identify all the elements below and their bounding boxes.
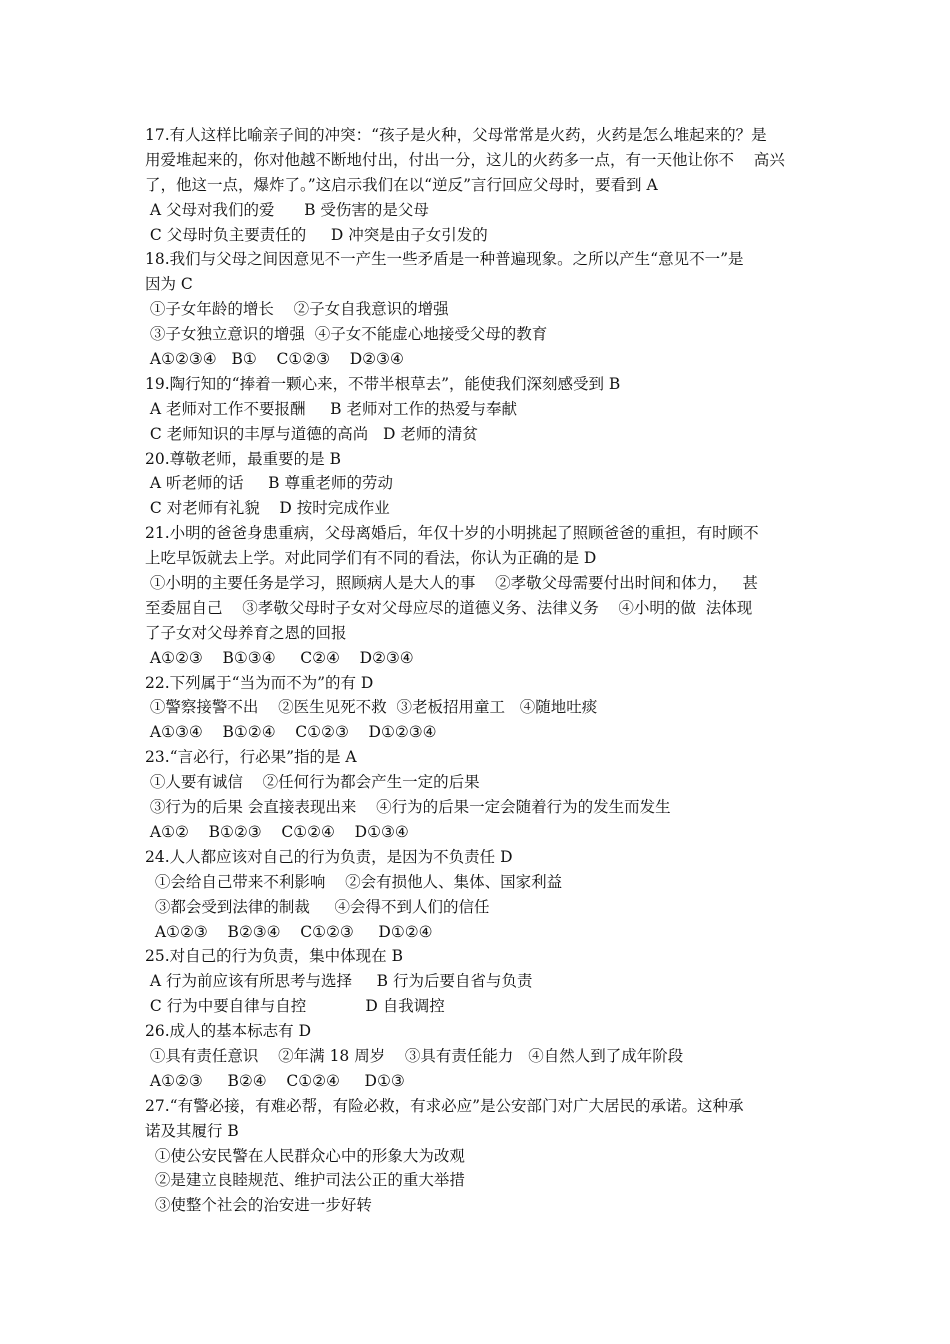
text-line: A①②③ B②④ C①②④ D①③ xyxy=(145,1071,405,1090)
text-line: 25.对自己的行为负责，集中体现在 B xyxy=(145,947,403,966)
text-line: C 父母时负主要责任的 D 冲突是由子女引发的 xyxy=(145,225,488,244)
text-line: A 听老师的话 B 尊重老师的劳动 xyxy=(145,474,394,493)
text-line: ③子女独立意识的增强 ④子女不能虚心地接受父母的教育 xyxy=(145,325,548,344)
text-line: A 老师对工作不要报酬 B 老师对工作的热爱与奉献 xyxy=(145,399,518,418)
text-line: C 对老师有礼貌 D 按时完成作业 xyxy=(145,499,390,518)
text-line: ①具有责任意识 ②年满 18 周岁 ③具有责任能力 ④自然人到了成年阶段 xyxy=(145,1046,684,1065)
text-line: ①警察接警不出 ②医生见死不救 ③老板招用童工 ④随地吐痰 xyxy=(145,698,598,717)
text-line: ③使整个社会的治安进一步好转 xyxy=(145,1196,372,1215)
text-line: ③行为的后果 会直接表现出来 ④行为的后果一定会随着行为的发生而发生 xyxy=(145,798,671,817)
text-line: 27.“有警必接，有难必帮，有险必救，有求必应”是公安部门对广大居民的承诺。这种承 xyxy=(145,1096,744,1115)
text-line: 24.人人都应该对自己的行为负责，是因为不负责任 D xyxy=(145,847,513,866)
text-line: 19.陶行知的“捧着一颗心来，不带半根草去”，能使我们深刻感受到 B xyxy=(145,374,621,393)
text-line: ①子女年龄的增长 ②子女自我意识的增强 xyxy=(145,300,449,319)
text-line: 26.成人的基本标志有 D xyxy=(145,1022,312,1041)
text-line: 上吃早饭就去上学。对此同学们有不同的看法，你认为正确的是 D xyxy=(145,549,597,568)
text-line: 23.“言必行，行必果”指的是 A xyxy=(145,748,357,767)
text-line: 22.下列属于“当为而不为”的有 D xyxy=(145,673,374,692)
text-line: 了子女对父母养育之恩的回报 xyxy=(145,623,347,642)
text-line: A①③④ B①②④ C①②③ D①②③④ xyxy=(145,723,437,742)
text-line: 了，他这一点，爆炸了。”这启示我们在以“逆反”言行回应父母时，要看到 A xyxy=(145,175,658,194)
text-line: 18.我们与父母之间因意见不一产生一些矛盾是一种普遍现象。之所以产生“意见不一”是 xyxy=(145,250,744,269)
text-line: A 行为前应该有所思考与选择 B 行为后要自省与负责 xyxy=(145,972,533,991)
text-line: ②是建立良睦规范、维护司法公正的重大举措 xyxy=(145,1171,465,1190)
text-line: C 行为中要自律与自控 D 自我调控 xyxy=(145,997,445,1016)
text-line: 20.尊敬老师，最重要的是 B xyxy=(145,449,341,468)
document-page xyxy=(145,123,810,1218)
text-line: C 老师知识的丰厚与道德的高尚 D 老师的清贫 xyxy=(145,424,478,443)
text-line: 21.小明的爸爸身患重病，父母离婚后，年仅十岁的小明挑起了照顾爸爸的重担，有时顾不 xyxy=(145,524,759,543)
text-line: 17.有人这样比喻亲子间的冲突：“孩子是火种，父母常常是火药，火药是怎么堆起来的？是 xyxy=(145,126,767,144)
text-line: 用爱堆起来的，你对他越不断地付出，付出一分，这儿的火药多一点，有一天他让你不 高兴 xyxy=(145,150,785,169)
text-line: ①人要有诚信 ②任何行为都会产生一定的后果 xyxy=(145,773,480,792)
text-line: 至委屈自己 ③孝敬父母时子女对父母应尽的道德义务、法律义务 ④小明的做 法体现 xyxy=(145,598,753,617)
text-line: A①②③ B①③④ C②④ D②③④ xyxy=(145,648,414,667)
text-line: A①② B①②③ C①②④ D①③④ xyxy=(145,822,409,841)
text-line: 诺及其履行 B xyxy=(145,1121,239,1140)
text-line: ①会给自己带来不利影响 ②会有损他人、集体、国家利益 xyxy=(145,872,563,891)
text-line: A 父母对我们的爱 B 受伤害的是父母 xyxy=(145,200,429,219)
text-line: A①②③④ B① C①②③ D②③④ xyxy=(145,350,404,369)
text-line: ③都会受到法律的制裁 ④会得不到人们的信任 xyxy=(145,897,490,916)
text-line: A①②③ B②③④ C①②③ D①②④ xyxy=(145,922,433,941)
text-line: ①使公安民警在人民群众心中的形象大为改观 xyxy=(145,1146,465,1165)
text-line: ①小明的主要任务是学习，照顾病人是大人的事 ②孝敬父母需要付出时间和体力， 甚 xyxy=(145,574,758,593)
text-line: 因为 C xyxy=(145,275,193,294)
